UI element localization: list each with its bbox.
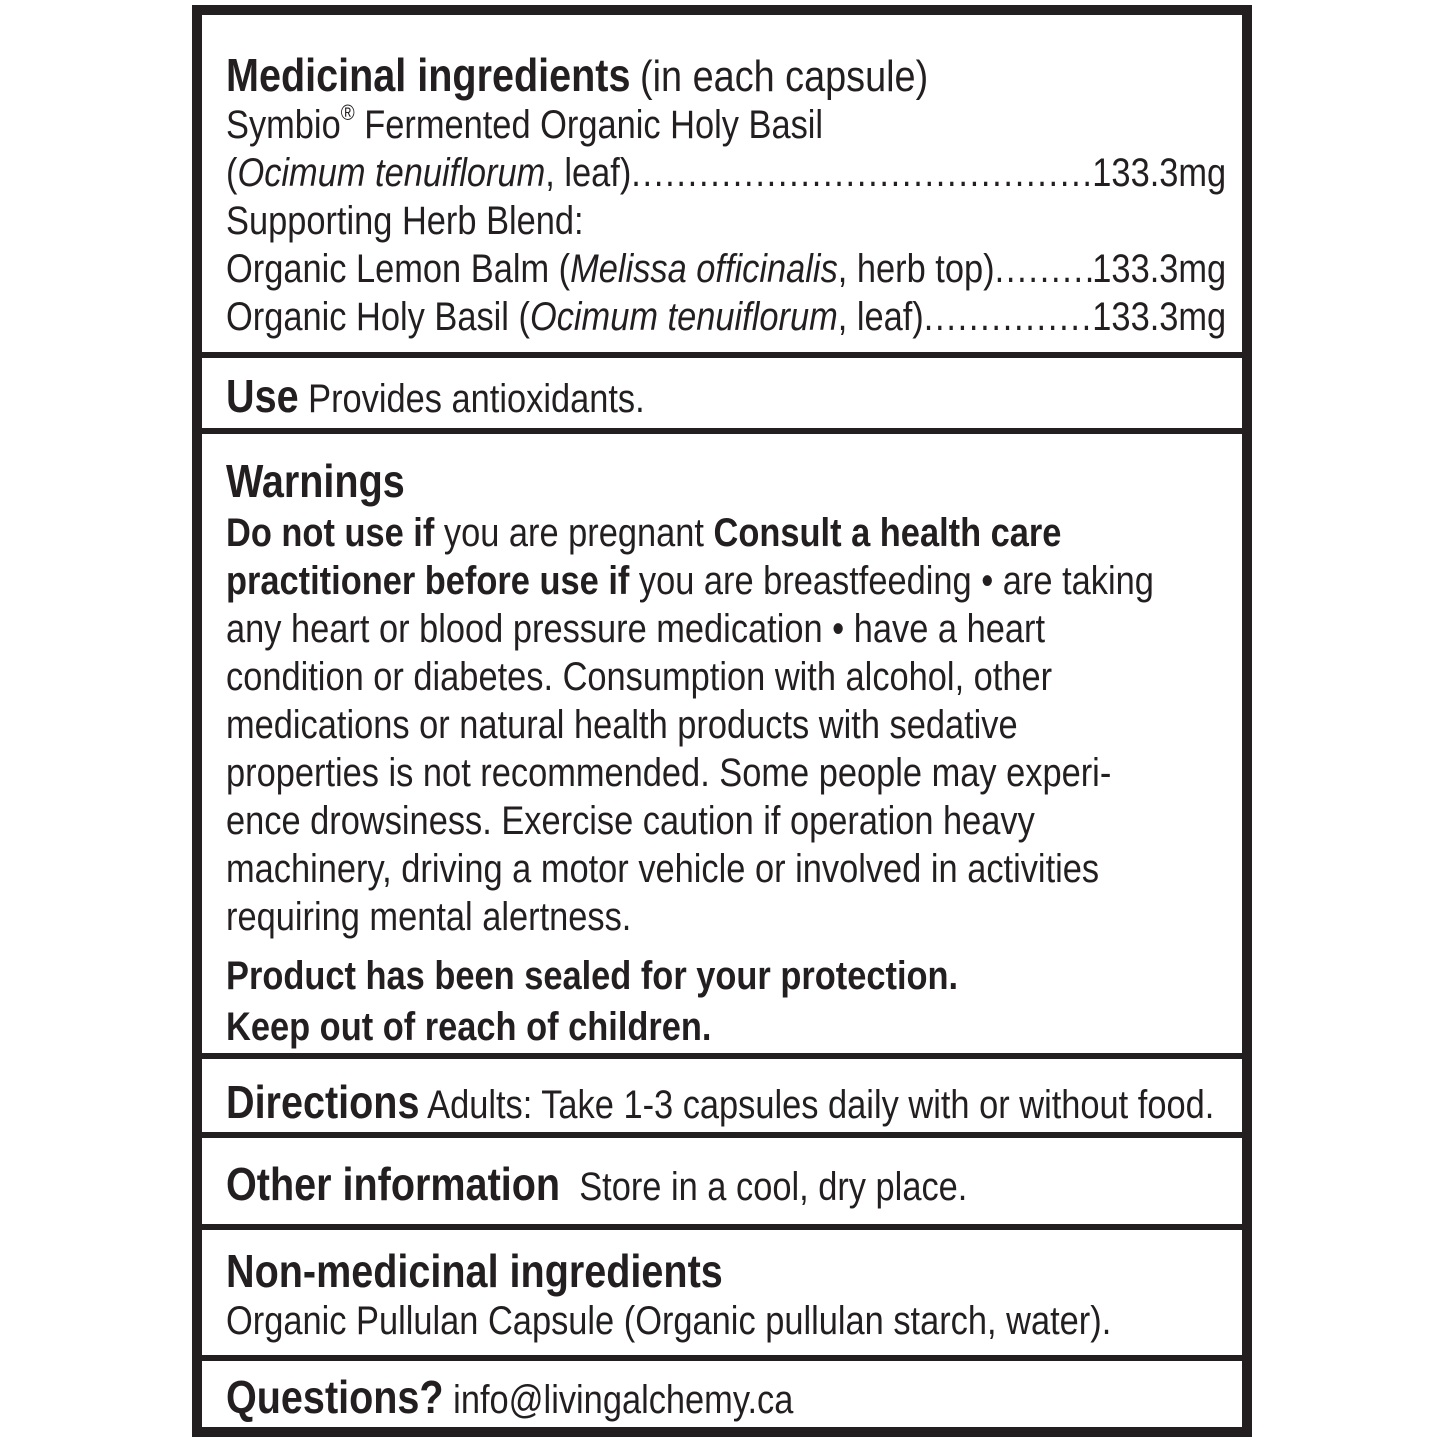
questions-heading: Questions? — [226, 1371, 444, 1423]
contact-email[interactable]: info@livingalchemy.ca — [453, 1378, 794, 1422]
symbio-amount: 133.3mg — [1092, 151, 1227, 195]
holy-basil-ingredient-row — [226, 293, 1226, 341]
registered-mark: ® — [340, 100, 355, 125]
consult-practitioner-label-cont: practitioner before use if — [226, 559, 630, 603]
non-medicinal-ingredients-section — [202, 1245, 1242, 1345]
symbio-ingredient-row: (Ocimum tenuiflorum, leaf) ..... 133.3mg — [226, 149, 1226, 197]
section-divider — [202, 1224, 1242, 1230]
warnings-line: machinery, driving a motor vehicle or involved in activities — [226, 847, 1100, 891]
other-information-text: Store in a cool, dry place. — [579, 1165, 968, 1209]
warnings-line: properties is not recommended. Some people may experi- — [226, 751, 1112, 795]
sealed-notice: Product has been sealed for your protection. — [226, 954, 959, 998]
symbio-brand: Symbio — [226, 103, 341, 147]
medicinal-ingredients-heading-line — [226, 49, 1083, 101]
warnings-text: you are pregnant — [434, 511, 714, 555]
warnings-line: medications or natural health products with sedative — [226, 703, 1018, 747]
symbio-ingredient-label: Fermented Organic Holy Basil — [364, 103, 824, 147]
use-section — [202, 370, 1242, 422]
lemon-balm-amount: 133.3mg — [1092, 247, 1227, 291]
symbio-plant-part: , leaf) — [545, 151, 632, 195]
lemon-balm-ingredient-row — [226, 245, 1226, 293]
lemon-balm-latin-name: Melissa officinalis — [570, 247, 838, 291]
non-medicinal-text: Organic Pullulan Capsule (Organic pullulan starch, water). — [226, 1299, 1112, 1343]
warnings-line — [226, 557, 1154, 605]
use-text: Provides antioxidants. — [308, 377, 645, 421]
supplement-facts-panel — [192, 5, 1252, 1437]
section-divider — [202, 1355, 1242, 1361]
supporting-herb-blend-label: Supporting Herb Blend: — [226, 199, 584, 243]
leader-dots — [924, 293, 1093, 341]
warnings-line: ence drowsiness. Exercise caution if operation heavy — [226, 799, 1035, 843]
holy-basil-amount: 133.3mg — [1092, 295, 1227, 339]
non-medicinal-heading: Non-medicinal ingredients — [226, 1245, 723, 1297]
medicinal-ingredients-subheading: (in each capsule) — [640, 52, 929, 101]
lemon-balm-name: Organic Lemon Balm ( — [226, 247, 571, 291]
directions-heading: Directions — [226, 1076, 420, 1128]
warnings-line — [226, 509, 1083, 557]
holy-basil-latin-name: Ocimum tenuiflorum — [529, 295, 838, 339]
section-divider — [202, 428, 1242, 434]
warnings-heading: Warnings — [226, 455, 405, 507]
lemon-balm-plant-part: , herb top) — [837, 247, 995, 291]
leader-dots — [995, 245, 1093, 293]
other-information-section — [202, 1158, 1242, 1210]
symbio-latin-name: Ocimum tenuiflorum — [237, 151, 546, 195]
section-divider — [202, 1132, 1242, 1138]
directions-text: Adults: Take 1-3 capsules daily with or without food. — [427, 1083, 1215, 1127]
medicinal-ingredients-section — [202, 49, 1242, 341]
directions-section — [202, 1076, 1242, 1128]
warnings-line: condition or diabetes. Consumption with alcohol, other — [226, 655, 1053, 699]
warnings-text: you are breastfeeding • are taking — [629, 559, 1154, 603]
leader-dots — [631, 149, 1092, 197]
other-information-heading: Other information — [226, 1158, 561, 1210]
holy-basil-name: Organic Holy Basil ( — [226, 295, 530, 339]
symbio-ingredient-name — [226, 101, 1083, 149]
do-not-use-if-label: Do not use if — [226, 511, 435, 555]
medicinal-ingredients-heading: Medicinal ingredients — [226, 49, 631, 101]
consult-practitioner-label: Consult a health care — [713, 511, 1062, 555]
holy-basil-plant-part: , leaf) — [837, 295, 924, 339]
warnings-section — [202, 453, 1242, 1053]
warnings-line: requiring mental alertness. — [226, 895, 632, 939]
section-divider — [202, 352, 1242, 358]
children-notice: Keep out of reach of children. — [226, 1005, 712, 1049]
warnings-line: any heart or blood pressure medication • have a heart — [226, 607, 1046, 651]
section-divider — [202, 1053, 1242, 1059]
questions-section — [202, 1371, 1242, 1423]
use-heading: Use — [226, 370, 299, 422]
